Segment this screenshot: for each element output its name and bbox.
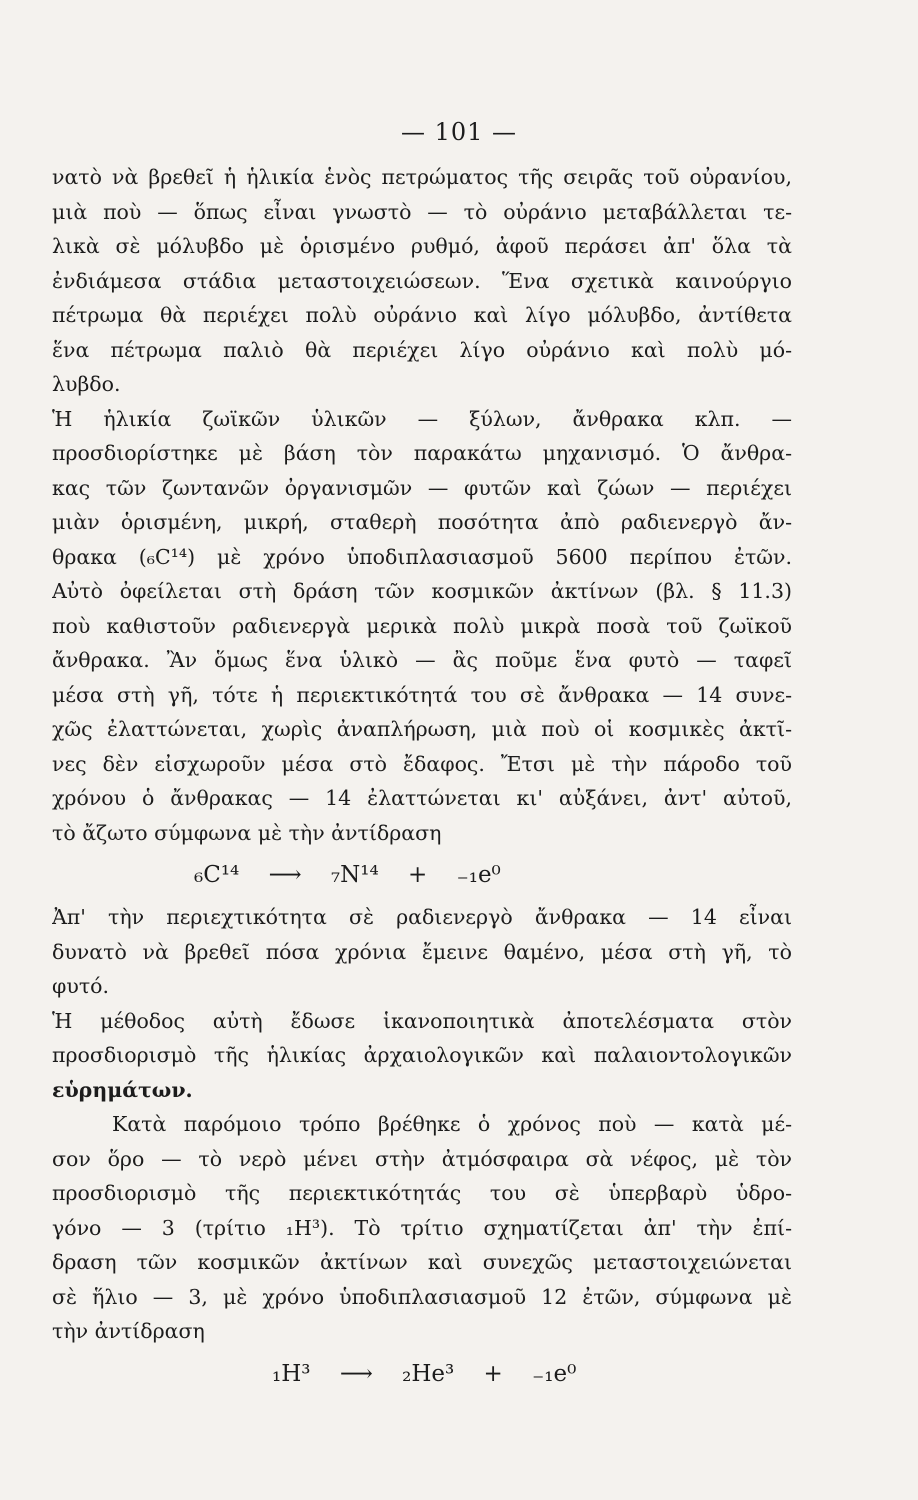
text-line: χρόνου ὁ ἄνθρακας — 14 ἐλαττώνεται κι' αὐξάνει, ἀντ' αὐτοῦ, (52, 786, 792, 810)
text-line: Αὐτὸ ὀφείλεται στὴ δράση τῶν κοσμικῶν ἀκτίνων (βλ. § 11.3) (52, 579, 792, 603)
text-line: Ἡ μέθοδος αὐτὴ ἔδωσε ἱκανοποιητικὰ ἀποτελέσματα στὸν (52, 1008, 792, 1033)
text-line: τὸ ἄζωτο σύμφωνα μὲ τὴν ἀντίδραση (52, 820, 442, 845)
text-line: κας τῶν ζωντανῶν ὀργανισμῶν — φυτῶν καὶ ζώων — περιέχει (52, 475, 792, 500)
equation-tritium-decay (52, 1349, 792, 1399)
page-text (52, 160, 792, 1399)
text-line: τὴν ἀντίδραση (52, 1319, 205, 1343)
text-line: δραση τῶν κοσμικῶν ἀκτίνων καὶ συνεχῶς μεταστοιχειώνεται (52, 1250, 792, 1274)
text-line: χῶς ἐλαττώνεται, χωρὶς ἀναπλήρωση, μιὰ ποὺ οἱ κοσμικὲς ἀκτῖ- (52, 717, 792, 741)
equation-particle: ₋₁e⁰ (532, 1360, 577, 1387)
text-line: λυβδο. (52, 372, 121, 396)
text-line: πέτρωμα θὰ περιέχει πολὺ οὐράνιο καὶ λίγο μόλυβδο, ἀντίθετα (52, 303, 792, 327)
text-line: μιὰ ποὺ — ὅπως εἶναι γνωστὸ — τὸ οὐράνιο μεταβάλλεται τε- (52, 199, 792, 224)
text-line (52, 1073, 792, 1108)
page-number: — 101 — (400, 118, 518, 146)
equation-carbon-decay (52, 850, 792, 900)
equation-arrow: ⟶ (339, 1360, 373, 1387)
equation-plus: + (407, 862, 428, 888)
text-line: προσδιορισμὸ τῆς περιεκτικότητάς του σὲ ὑπερβαρὺ ὑδρο- (52, 1181, 792, 1205)
text-line: νατὸ νὰ βρεθεῖ ἡ ἡλικία ἑνὸς πετρώματος τῆς σειρᾶς τοῦ οὐρανίου, (52, 165, 792, 189)
text-line: σον ὅρο — τὸ νερὸ μένει στὴν ἀτμόσφαιρα σὰ νέφος, μὲ τὸν (52, 1146, 792, 1171)
equation-particle: ₋₁e⁰ (456, 862, 501, 888)
text-line: ἕνα πέτρωμα παλιὸ θὰ περιέχει λίγο οὐράνιο καὶ πολὺ μό- (52, 337, 792, 362)
equation-plus: + (483, 1360, 503, 1387)
text-line: Κατὰ παρόμοιο τρόπο βρέθηκε ὁ χρόνος ποὺ — κατὰ μέ- (112, 1112, 792, 1136)
text-line: ἐνδιάμεσα στάδια μεταστοιχειώσεων. Ἕνα σχετικὰ καινούργιο (52, 268, 792, 293)
text-line: γόνο — 3 (τρίτιο ₁H³). Τὸ τρίτιο σχηματίζεται ἀπ' τὴν ἐπί- (52, 1215, 792, 1240)
bold-word: εὑρημάτων. (52, 1077, 193, 1102)
paragraph-carbon-results (52, 900, 792, 1073)
text-line: θρακα (₆C¹⁴) μὲ χρόνο ὑποδιπλασιασμοῦ 5600 περίπου ἐτῶν. (52, 544, 792, 569)
text-line: Ἡ ἡλικία ζωϊκῶν ὑλικῶν — ξύλων, ἄνθρακα κλπ. — (52, 406, 792, 431)
text-line: λικὰ σὲ μόλυβδο μὲ ὁρισμένο ρυθμό, ἀφοῦ περάσει ἀπ' ὅλα τὰ (52, 234, 792, 258)
equation-reactant: ₁H³ (272, 1360, 311, 1387)
equation-product: ₂He³ (402, 1360, 455, 1387)
text-line: προσδιορίστηκε μὲ βάση τὸν παρακάτω μηχανισμό. Ὁ ἄνθρα- (52, 441, 792, 465)
text-line: Ἀπ' τὴν περιεχτικότητα σὲ ραδιενεργὸ ἄνθρακα — 14 εἶναι (52, 905, 792, 929)
equation-reactant: ₆C¹⁴ (194, 862, 240, 888)
paragraph-tritium (52, 1107, 792, 1349)
equation-arrow: ⟶ (268, 862, 302, 888)
equation-product: ₇N¹⁴ (330, 862, 379, 888)
text-line: ποὺ καθιστοῦν ραδιενεργὰ μερικὰ πολὺ μικρὰ ποσὰ τοῦ ζωϊκοῦ (52, 613, 792, 638)
text-line: προσδιορισμὸ τῆς ἡλικίας ἀρχαιολογικῶν καὶ παλαιοντολογικῶν (52, 1043, 792, 1067)
paragraph-radiometric-dating (52, 160, 792, 850)
text-line: δυνατὸ νὰ βρεθεῖ πόσα χρόνια ἔμεινε θαμένο, μέσα στὴ γῆ, τὸ (52, 939, 792, 964)
text-line: μιὰν ὁρισμένη, μικρή, σταθερὴ ποσότητα ἀπὸ ραδιενεργὸ ἄν- (52, 510, 792, 534)
text-line: μέσα στὴ γῆ, τότε ἡ περιεκτικότητά του σὲ ἄνθρακα — 14 συνε- (52, 682, 792, 707)
text-line: σὲ ἥλιο — 3, μὲ χρόνο ὑποδιπλασιασμοῦ 12 ἐτῶν, σύμφωνα μὲ (52, 1284, 792, 1309)
text-line: ἄνθρακα. Ἂν ὅμως ἕνα ὑλικὸ — ἂς ποῦμε ἕνα φυτὸ — ταφεῖ (52, 648, 792, 672)
text-line: φυτό. (52, 974, 110, 998)
text-line: νες δὲν εἰσχωροῦν μέσα στὸ ἔδαφος. Ἔτσι μὲ τὴν πάροδο τοῦ (52, 751, 792, 776)
